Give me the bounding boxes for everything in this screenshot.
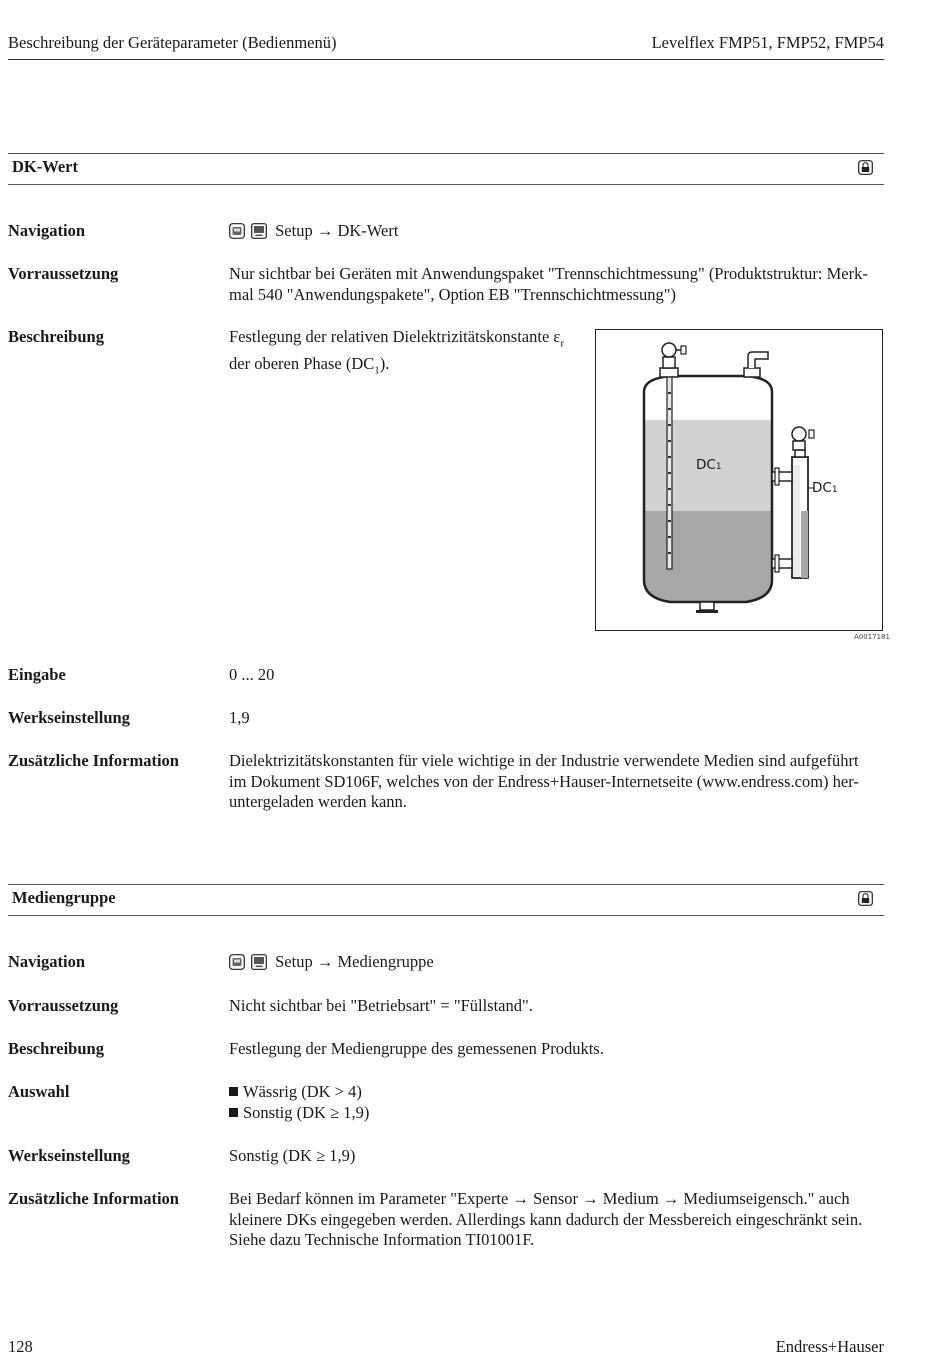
nav-icons [229, 954, 269, 976]
dc1-bypass-label: DC1 [812, 480, 838, 496]
page-number: 128 [8, 1337, 33, 1356]
lock-icon [858, 160, 873, 175]
additional-info-label: Zusätzliche Information [8, 1189, 179, 1208]
navigation-path [229, 952, 434, 976]
bullet-icon [229, 1108, 238, 1117]
dc1-tank-label: DC1 [696, 457, 722, 473]
prerequisite-line: mal 540 "Anwendungspakete", Option EB "Trennschichtmessung") [229, 284, 677, 304]
epsilon-subscript: r [560, 337, 565, 350]
selection-label: Auswahl [8, 1082, 70, 1101]
description-line: Festlegung der relativen Dielektrizitätskonstante ε [229, 327, 561, 346]
navigation-path-text: Setup → DK-Wert [275, 221, 399, 240]
operating-tool-icon [229, 223, 245, 239]
description-text [229, 327, 564, 381]
additional-info-line: Siehe dazu Technische Information TI01001F. [229, 1230, 535, 1249]
additional-info-line: im Dokument SD106F, welches von der Endress+Hauser-Internetseite (www.endress.com) her- [229, 771, 859, 791]
dc-subscript: 1 [374, 364, 380, 377]
tank-diagram [596, 330, 881, 629]
figure-id: A0017181 [854, 633, 890, 641]
bullet-icon [229, 1087, 238, 1096]
lock-icon [858, 891, 873, 906]
factory-setting-value: 1,9 [229, 708, 250, 727]
lower-phase [644, 511, 772, 602]
additional-info-text [229, 751, 859, 813]
section-title: DK-Wert [12, 157, 78, 176]
running-header-right: Levelflex FMP51, FMP52, FMP54 [651, 33, 884, 52]
prerequisite-text: Nicht sichtbar bei "Betriebsart" = "Füllstand". [229, 996, 533, 1015]
transmitter-head [662, 343, 676, 357]
description-line: der oberen Phase (DC [229, 353, 375, 373]
description-line-end: ). [379, 353, 390, 373]
input-label: Eingabe [8, 665, 66, 684]
section-top-rule [8, 884, 884, 885]
section-title: Mediengruppe [12, 888, 116, 907]
bypass-transmitter-head [792, 427, 806, 441]
navigation-label: Navigation [8, 221, 86, 240]
selection-option: Wässrig (DK > 4) [229, 1082, 369, 1103]
section-bottom-rule [8, 184, 884, 185]
interface-tank-figure [595, 329, 883, 631]
display-icon [251, 954, 267, 970]
additional-info-line: Bei Bedarf können im Parameter "Experte → Sensor → Medium → Mediumseigensch." auch [229, 1189, 850, 1208]
selection-option: Sonstig (DK ≥ 1,9) [229, 1103, 369, 1124]
operating-tool-icon [229, 954, 245, 970]
prerequisite-text [229, 264, 868, 305]
additional-info-line: kleinere DKs eingegeben werden. Allerdings kann dadurch der Messbereich eingeschränkt sein. [229, 1209, 863, 1229]
additional-info-line: Dielektrizitätskonstanten für viele wichtige in der Industrie verwendete Medien sind aufgeführt [229, 751, 859, 770]
navigation-path-text: Setup → Mediengruppe [275, 952, 434, 971]
input-range: 0 ... 20 [229, 665, 275, 684]
factory-setting-label: Werkseinstellung [8, 1146, 130, 1165]
display-icon [251, 223, 267, 239]
prerequisite-line: Nur sichtbar bei Geräten mit Anwendungspaket "Trennschichtmessung" (Produktstruktur: Merk- [229, 264, 868, 283]
description-label: Beschreibung [8, 327, 104, 346]
prerequisite-label: Vorraussetzung [8, 264, 119, 283]
header-rule [8, 59, 884, 60]
nav-icons [229, 223, 269, 245]
prerequisite-label: Vorraussetzung [8, 996, 119, 1015]
running-header-left: Beschreibung der Geräteparameter (Bedienmenü) [8, 33, 337, 52]
navigation-label: Navigation [8, 952, 86, 971]
additional-info-label: Zusätzliche Information [8, 751, 179, 770]
description-label: Beschreibung [8, 1039, 104, 1058]
navigation-path [229, 221, 398, 245]
factory-setting-value: Sonstig (DK ≥ 1,9) [229, 1146, 356, 1165]
section-bottom-rule [8, 915, 884, 916]
additional-info-text [229, 1189, 862, 1251]
description-text: Festlegung der Mediengruppe des gemessenen Produkts. [229, 1039, 604, 1058]
vent-pipe [748, 352, 768, 368]
factory-setting-label: Werkseinstellung [8, 708, 130, 727]
additional-info-line: untergeladen werden kann. [229, 792, 407, 811]
selection-list [229, 1082, 369, 1123]
section-top-rule [8, 153, 884, 154]
footer-brand: Endress+Hauser [775, 1337, 884, 1356]
